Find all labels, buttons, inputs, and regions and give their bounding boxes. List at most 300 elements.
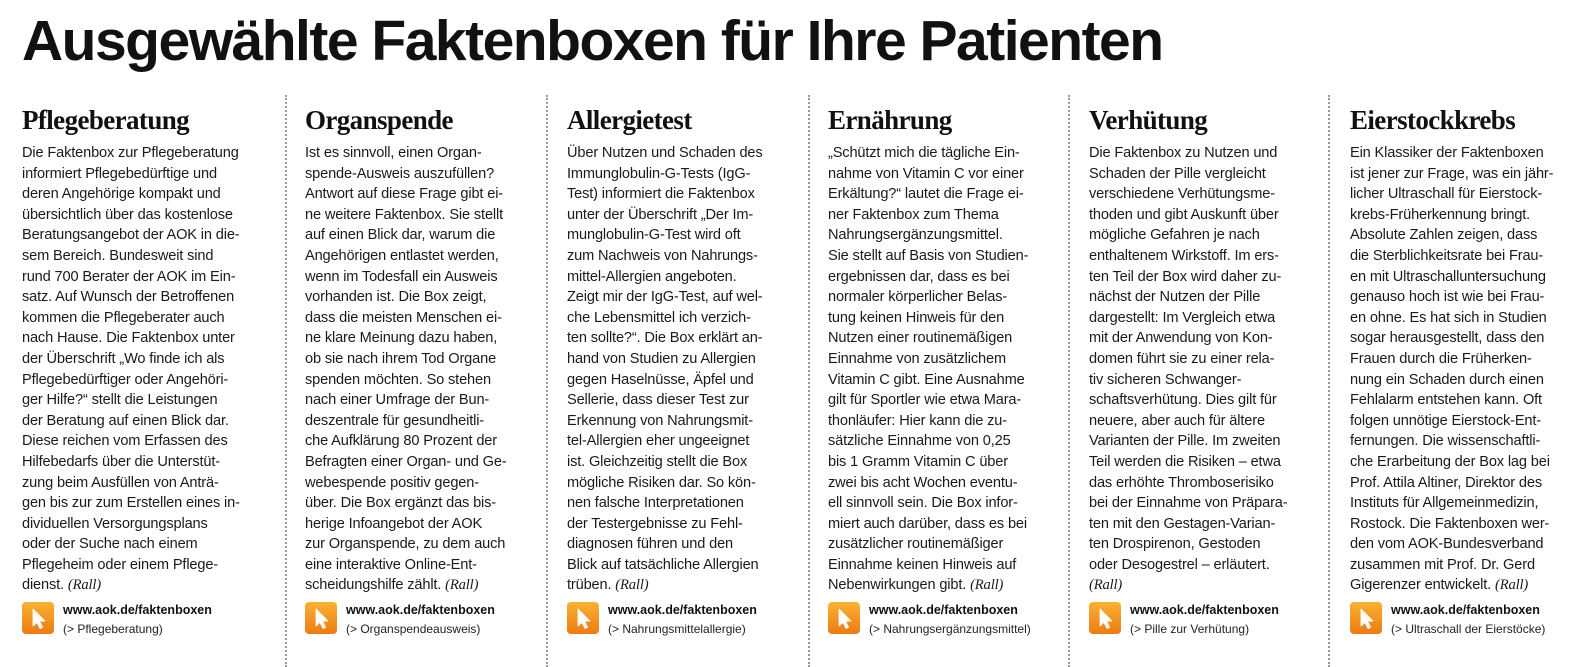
body-line: [567, 473, 812, 494]
body-line: [1089, 184, 1334, 205]
author-credit: (Rall): [615, 577, 649, 594]
column-heading: Allergietest: [567, 105, 692, 135]
body-line-text: Frauen durch die Früherken-: [1350, 350, 1532, 367]
body-line: [828, 575, 1073, 596]
body-line-text: Teil werden die Risiken – etwa: [1089, 453, 1281, 470]
body-line: [22, 493, 267, 514]
body-line: [828, 534, 1073, 555]
body-line: [1089, 370, 1334, 391]
body-line-text: domen führt sie zu einer rela-: [1089, 350, 1275, 367]
body-line-text: Test) informiert die Faktenbox: [567, 186, 755, 203]
body-line-text: satz. Auf Wunsch der Betroffenen: [22, 289, 235, 306]
body-line: [22, 390, 267, 411]
body-line-text: Einnahme von zusätzlichem: [828, 350, 1006, 367]
body-line: [1089, 246, 1334, 267]
body-line-text: tung keinen Hinweis für den: [828, 309, 1005, 326]
body-line-text: mögliche Gefahren je nach: [1089, 227, 1260, 244]
body-line: [22, 164, 267, 185]
body-line-text: schaftsverhütung. Dies gilt für: [1089, 392, 1277, 409]
body-line-text: dividuellen Versorgungsplans: [22, 515, 208, 532]
body-line: [567, 246, 812, 267]
body-line-text: ist. Gleichzeitig stellt die Box: [567, 453, 748, 470]
link-url[interactable]: www.aok.de/faktenboxen: [346, 603, 495, 617]
column-body: [305, 143, 550, 596]
body-line: [305, 431, 550, 452]
body-line-text: Rostock. Die Faktenboxen wer-: [1350, 515, 1550, 532]
body-line: [828, 184, 1073, 205]
link-url[interactable]: www.aok.de/faktenboxen: [1391, 603, 1540, 617]
body-line-text: Erkennung von Nahrungsmit-: [567, 412, 753, 429]
body-line: [1350, 370, 1591, 391]
body-line: [1350, 534, 1591, 555]
body-line: [567, 411, 812, 432]
body-line: [305, 390, 550, 411]
body-line: [305, 267, 550, 288]
body-line: [305, 328, 550, 349]
body-line: [567, 534, 812, 555]
body-line-text: zum Nachweis von Nahrungs-: [567, 247, 758, 264]
article-columns: [0, 95, 1591, 667]
body-line-text: nen falsche Interpretationen: [567, 495, 744, 512]
author-credit: (Rall): [1494, 577, 1529, 594]
body-line-text: zusätzlicher routinemäßiger: [828, 536, 1004, 553]
body-line-text: tiv sicheren Schwanger-: [1089, 371, 1242, 388]
body-line: [567, 575, 812, 596]
body-line: [828, 164, 1073, 185]
body-line-text: oder Desogestrel – erläutert.: [1089, 556, 1270, 573]
body-line-text: Fehlalarm entstehen kann. Oft: [1350, 392, 1542, 409]
body-line-text: Gigerenzer entwickelt.: [1350, 577, 1492, 594]
body-line-text: en mit Ultraschalluntersuchung: [1350, 268, 1546, 285]
column-heading: Eierstockkrebs: [1350, 105, 1516, 135]
body-line-text: ob sie nach ihrem Tod Organe: [305, 350, 497, 367]
body-line: [828, 143, 1073, 164]
body-line-text: nach Hause. Die Faktenbox unter: [22, 330, 235, 347]
body-line: [22, 514, 267, 535]
body-line: [305, 164, 550, 185]
body-line-text: das erhöhte Thromboserisiko: [1089, 474, 1274, 491]
body-line-text: mögliche Risiken dar. So kön-: [567, 474, 756, 491]
body-line: [1089, 287, 1334, 308]
body-line: [22, 370, 267, 391]
link-box[interactable]: [1089, 600, 1339, 640]
body-line-text: nahme von Vitamin C vor einer: [828, 165, 1024, 182]
body-line: [305, 452, 550, 473]
body-line: [305, 555, 550, 576]
link-url[interactable]: www.aok.de/faktenboxen: [608, 603, 757, 617]
page-title: Ausgewählte Faktenboxen für Ihre Patienten: [22, 9, 1163, 73]
body-line-text: ist jener zur Frage, was ein jähr-: [1350, 165, 1554, 182]
body-line-text: Ist es sinnvoll, einen Organ-: [305, 145, 482, 161]
body-line-text: oder der Suche nach einem: [22, 536, 198, 553]
author-credit: (Rall): [445, 577, 479, 594]
body-line: [1089, 205, 1334, 226]
body-line: [1350, 514, 1591, 535]
link-url[interactable]: www.aok.de/faktenboxen: [1130, 603, 1279, 617]
body-line-text: Erkältung?“ lautet die Frage ei-: [828, 186, 1024, 203]
body-line-text: ell sinnvoll sein. Die Box infor-: [828, 495, 1018, 512]
body-line: [305, 246, 550, 267]
body-line: [567, 267, 812, 288]
body-line-text: mittel-Allergien angeboten.: [567, 268, 737, 285]
body-line: [22, 205, 267, 226]
column-heading: Organspende: [305, 105, 453, 135]
body-line-text: rund 700 Berater der AOK im Ein-: [22, 268, 236, 285]
body-line-text: kommen die Pflegeberater auch: [22, 309, 225, 326]
link-subtopic: (> Nahrungsmittelallergie): [608, 622, 746, 636]
body-line: [1089, 349, 1334, 370]
body-line-text: den vom AOK-Bundesverband: [1350, 536, 1544, 553]
link-box[interactable]: [1350, 600, 1591, 640]
link-subtopic: (> Pflegeberatung): [63, 622, 163, 636]
body-line-text: scheidungshilfe zählt.: [305, 577, 442, 594]
body-line-text: Sie stellt auf Basis von Studien-: [828, 247, 1029, 264]
body-line-text: che Erarbeitung der Box lag bei: [1350, 453, 1550, 470]
body-line-text: thonläufer: Hier kann die zu-: [828, 412, 1007, 429]
body-line: [22, 452, 267, 473]
body-line-text: Über Nutzen und Schaden des: [567, 145, 763, 161]
body-line: [828, 246, 1073, 267]
column-body: [22, 143, 267, 596]
body-line: [567, 390, 812, 411]
author-credit: (Rall): [67, 577, 101, 594]
body-line-text: diagnosen führen und den: [567, 536, 733, 553]
body-line-text: Einnahme keinen Hinweis auf: [828, 556, 1017, 573]
body-line-text: normaler körperlicher Belas-: [828, 289, 1008, 306]
body-line-text: dargestellt: Im Vergleich etwa: [1089, 309, 1276, 326]
body-line: [828, 349, 1073, 370]
body-line-text: Ein Klassiker der Faktenboxen: [1350, 145, 1544, 161]
body-line-text: licher Ultraschall für Eierstock-: [1350, 186, 1543, 203]
column-body: [1089, 143, 1334, 596]
cursor-arrow-icon: [828, 602, 860, 634]
body-line: [1350, 349, 1591, 370]
column-heading: Verhütung: [1089, 105, 1208, 135]
body-line: [828, 411, 1073, 432]
cursor-arrow-icon: [305, 602, 337, 634]
body-line-text: Diese reichen vom Erfassen des: [22, 433, 228, 450]
body-line-text: über. Die Box ergänzt das bis-: [305, 495, 496, 512]
body-line-text: hand von Studien zu Allergien: [567, 350, 756, 367]
body-line-text: zusammen mit Prof. Dr. Gerd: [1350, 556, 1535, 573]
body-line-text: zur Organspende, zu dem auch: [305, 536, 506, 553]
body-line-text: ten sollte?“. Die Box erklärt an-: [567, 330, 763, 347]
body-line-text: verschiedene Verhütungsme-: [1089, 186, 1275, 203]
body-line: [1350, 308, 1591, 329]
body-line: [1350, 267, 1591, 288]
body-line: [1350, 246, 1591, 267]
body-line: [828, 370, 1073, 391]
body-line: [305, 534, 550, 555]
body-line: [1089, 143, 1334, 164]
cursor-arrow-icon: [1350, 602, 1382, 634]
body-line: [305, 514, 550, 535]
link-subtopic: (> Pille zur Verhütung): [1130, 622, 1250, 636]
body-line: [567, 555, 812, 576]
body-line: [305, 287, 550, 308]
body-line-text: gilt für Sportler wie etwa Mara-: [828, 392, 1022, 409]
column-organspende: [305, 95, 550, 667]
body-line-text: nach einer Umfrage der Bun-: [305, 392, 490, 409]
body-line: [1350, 555, 1591, 576]
body-line-text: ne klare Meinung dazu haben,: [305, 330, 498, 347]
body-line-text: thoden und gibt Auskunft über: [1089, 206, 1279, 223]
body-line-text: ne weitere Faktenbox. Sie stellt: [305, 206, 503, 223]
body-line: [305, 143, 550, 164]
body-line: [828, 308, 1073, 329]
body-line-text: gegen Haselnüsse, Äpfel und: [567, 371, 754, 388]
body-line: [1350, 431, 1591, 452]
column-body: [1350, 143, 1591, 596]
link-box[interactable]: [567, 600, 817, 640]
column-eierstockkrebs: [1350, 95, 1591, 667]
body-line: [22, 473, 267, 494]
body-line-text: che Aufklärung 80 Prozent der: [305, 433, 497, 450]
body-line-text: Zeigt mir der IgG-Test, auf wel-: [567, 289, 763, 306]
body-line-text: enthaltenem Wirkstoff. Im ers-: [1089, 247, 1279, 264]
body-line: [1089, 493, 1334, 514]
body-line-text: krebs-Früherkennung bringt.: [1350, 206, 1531, 223]
body-line-text: gen bis zur zum Erstellen eines in-: [22, 495, 240, 512]
body-line: [22, 575, 267, 596]
body-line-text: sogar herausgestellt, dass den: [1350, 330, 1545, 347]
body-line-text: Sellerie, dass dieser Test zur: [567, 392, 749, 409]
body-line-text: fernungen. Die wissenschaftli-: [1350, 433, 1541, 450]
body-line-text: webespende positiv gegen-: [305, 474, 479, 491]
body-line-text: sätzliche Einnahme von 0,25: [828, 433, 1011, 450]
body-line: [1350, 205, 1591, 226]
body-line-text: bis 1 Gramm Vitamin C über: [828, 453, 1008, 470]
body-line: [567, 225, 812, 246]
column-heading: Pflegeberatung: [22, 105, 190, 135]
body-line-text: Nebenwirkungen gibt.: [828, 577, 967, 594]
body-line-text: che Lebensmittel ich verzich-: [567, 309, 751, 326]
body-line-text: folgen unnötige Eierstock-Ent-: [1350, 412, 1542, 429]
body-line-text: herige Infoangebot der AOK: [305, 515, 483, 532]
body-line: [567, 143, 812, 164]
body-line-text: zung beim Ausfüllen von Anträ-: [22, 474, 219, 491]
body-line-text: ner Faktenbox zum Thema: [828, 206, 999, 223]
body-line: [828, 328, 1073, 349]
body-line-text: Beratungsangebot der AOK in die-: [22, 227, 240, 244]
body-line: [1350, 575, 1591, 596]
body-line-text: unter der Überschrift „Der Im-: [567, 206, 754, 223]
body-line: [305, 575, 550, 596]
body-line: [1089, 328, 1334, 349]
body-line: [828, 225, 1073, 246]
body-line: [567, 164, 812, 185]
body-line: [1089, 514, 1334, 535]
body-line: [22, 534, 267, 555]
column-allergietest: [567, 95, 812, 667]
body-line-text: miert auch darüber, dass es bei: [828, 515, 1027, 532]
body-line-text: nächst der Nutzen der Pille: [1089, 289, 1261, 306]
body-line-text: Die Faktenbox zu Nutzen und: [1089, 145, 1278, 161]
body-line-text: Hilfebedarfs über die Unterstüt-: [22, 453, 220, 470]
body-line: [1089, 390, 1334, 411]
body-line: [567, 493, 812, 514]
link-url[interactable]: www.aok.de/faktenboxen: [869, 603, 1018, 617]
link-box[interactable]: [22, 600, 272, 640]
body-line: [1350, 493, 1591, 514]
body-line: [1089, 431, 1334, 452]
body-line-text: der Testergebnisse zu Fehl-: [567, 515, 743, 532]
body-line: [1089, 225, 1334, 246]
body-line: [567, 514, 812, 535]
body-line-text: die Sterblichkeitsrate bei Frau-: [1350, 247, 1544, 264]
body-line-text: Pflegebedürftiger oder Angehöri-: [22, 371, 229, 388]
body-line: [828, 267, 1073, 288]
body-line: [567, 431, 812, 452]
body-line-text: Prof. Attila Altiner, Direktor des: [1350, 474, 1543, 491]
body-line: [567, 370, 812, 391]
body-line-text: dienst.: [22, 577, 64, 594]
column-verhuetung: [1089, 95, 1334, 667]
body-line-text: munglobulin-G-Test wird oft: [567, 227, 741, 244]
body-line-text: eine interaktive Online-Ent-: [305, 556, 477, 573]
body-line-text: neuere, aber auch für ältere: [1089, 412, 1265, 429]
body-line: [1350, 473, 1591, 494]
column-divider: [285, 95, 287, 667]
body-line: [305, 411, 550, 432]
author-credit: (Rall): [1089, 577, 1123, 594]
body-line: [828, 452, 1073, 473]
body-line: [1350, 452, 1591, 473]
body-line: [828, 205, 1073, 226]
body-line: [22, 143, 267, 164]
link-box[interactable]: [305, 600, 555, 640]
body-line: [305, 184, 550, 205]
body-line-text: Immunglobulin-G-Tests (IgG-: [567, 165, 751, 182]
body-line: [22, 411, 267, 432]
body-line-text: nung ein Schaden durch einen: [1350, 371, 1544, 388]
body-line: [567, 287, 812, 308]
body-line-text: ten Teil der Box wird daher zu-: [1089, 268, 1282, 285]
body-line: [1089, 267, 1334, 288]
body-line: [22, 308, 267, 329]
body-line: [567, 452, 812, 473]
body-line: [1350, 143, 1591, 164]
body-line-text: en ohne. Es hat sich in Studien: [1350, 309, 1547, 326]
body-line: [1089, 164, 1334, 185]
body-line: [1350, 225, 1591, 246]
body-line-text: ergebnissen dar, dass es bei: [828, 268, 1010, 285]
body-line: [1350, 287, 1591, 308]
body-line: [22, 225, 267, 246]
body-line-text: ten Drospirenon, Gestoden: [1089, 536, 1261, 553]
body-line: [828, 473, 1073, 494]
body-line-text: trüben.: [567, 577, 612, 594]
author-credit: (Rall): [970, 577, 1004, 594]
body-line: [1089, 575, 1334, 596]
body-line-text: genauso hoch ist wie bei Frau-: [1350, 289, 1545, 306]
link-subtopic: (> Organspendeausweis): [346, 622, 481, 636]
body-line-text: deren Angehörige kompakt und: [22, 186, 221, 203]
body-line-text: übersichtlich über das kostenlose: [22, 206, 233, 223]
body-line: [567, 308, 812, 329]
body-line: [22, 267, 267, 288]
body-line-text: Nahrungsergänzungsmittel.: [828, 227, 1003, 244]
body-line-text: dass die meisten Menschen ei-: [305, 309, 502, 326]
body-line: [22, 184, 267, 205]
body-line: [22, 328, 267, 349]
body-line: [1089, 555, 1334, 576]
body-line: [567, 184, 812, 205]
body-line-text: Antwort auf diese Frage gibt ei-: [305, 186, 503, 203]
body-line: [305, 308, 550, 329]
cursor-arrow-icon: [567, 602, 599, 634]
body-line: [305, 205, 550, 226]
body-line: [22, 431, 267, 452]
body-line-text: Vitamin C gibt. Eine Ausnahme: [828, 371, 1025, 388]
body-line: [828, 287, 1073, 308]
body-line: [1350, 411, 1591, 432]
cursor-arrow-icon: [1089, 602, 1121, 634]
column-ernaehrung: [828, 95, 1073, 667]
body-line-text: Instituts für Allgemeinmedizin,: [1350, 495, 1539, 512]
body-line-text: sem Bereich. Bundesweit sind: [22, 247, 214, 264]
body-line: [567, 349, 812, 370]
body-line: [22, 246, 267, 267]
body-line: [828, 514, 1073, 535]
body-line: [305, 473, 550, 494]
body-line-text: mit der Anwendung von Kon-: [1089, 330, 1273, 347]
body-line: [828, 431, 1073, 452]
body-line-text: spenden möchten. So stehen: [305, 371, 491, 388]
link-url[interactable]: www.aok.de/faktenboxen: [63, 603, 212, 617]
body-line: [567, 205, 812, 226]
body-line: [828, 390, 1073, 411]
body-line-text: Befragten einer Organ- und Ge-: [305, 453, 507, 470]
link-box[interactable]: [828, 600, 1078, 640]
body-line-text: der Beratung auf einen Blick dar.: [22, 412, 229, 429]
body-line: [22, 349, 267, 370]
body-line-text: spende-Ausweis auszufüllen?: [305, 165, 495, 182]
body-line: [305, 370, 550, 391]
body-line-text: deszentrale für gesundheitli-: [305, 412, 484, 429]
body-line-text: Schaden der Pille vergleicht: [1089, 165, 1266, 182]
body-line-text: Absolute Zahlen zeigen, dass: [1350, 227, 1538, 244]
body-line-text: zwei bis acht Wochen eventu-: [828, 474, 1018, 491]
link-subtopic: (> Nahrungsergänzungsmittel): [869, 622, 1031, 636]
column-body: [828, 143, 1073, 596]
body-line: [22, 555, 267, 576]
body-line-text: Nutzen einer routinemäßigen: [828, 330, 1013, 347]
body-line: [305, 225, 550, 246]
body-line: [1089, 473, 1334, 494]
column-pflegeberatung: [22, 95, 267, 667]
body-line-text: der Überschrift „Wo finde ich als: [22, 350, 225, 367]
body-line-text: wenn im Todesfall ein Ausweis: [305, 268, 498, 285]
body-line: [828, 493, 1073, 514]
body-line: [1350, 184, 1591, 205]
body-line-text: informiert Pflegebedürftige und: [22, 165, 217, 182]
cursor-arrow-icon: [22, 602, 54, 634]
body-line: [305, 349, 550, 370]
body-line-text: „Schützt mich die tägliche Ein-: [828, 145, 1020, 161]
body-line: [1350, 328, 1591, 349]
body-line: [22, 287, 267, 308]
body-line: [305, 493, 550, 514]
body-line-text: auf einen Blick dar, warum die: [305, 227, 496, 244]
link-subtopic: (> Ultraschall der Eierstöcke): [1391, 622, 1546, 636]
body-line-text: vorhanden ist. Die Box zeigt,: [305, 289, 487, 306]
body-line-text: tel-Allergien eher ungeeignet: [567, 433, 750, 450]
body-line: [1089, 411, 1334, 432]
body-line-text: Die Faktenbox zur Pflegeberatung: [22, 145, 239, 161]
column-heading: Ernährung: [828, 105, 952, 135]
body-line-text: Blick auf tatsächliche Allergien: [567, 556, 759, 573]
